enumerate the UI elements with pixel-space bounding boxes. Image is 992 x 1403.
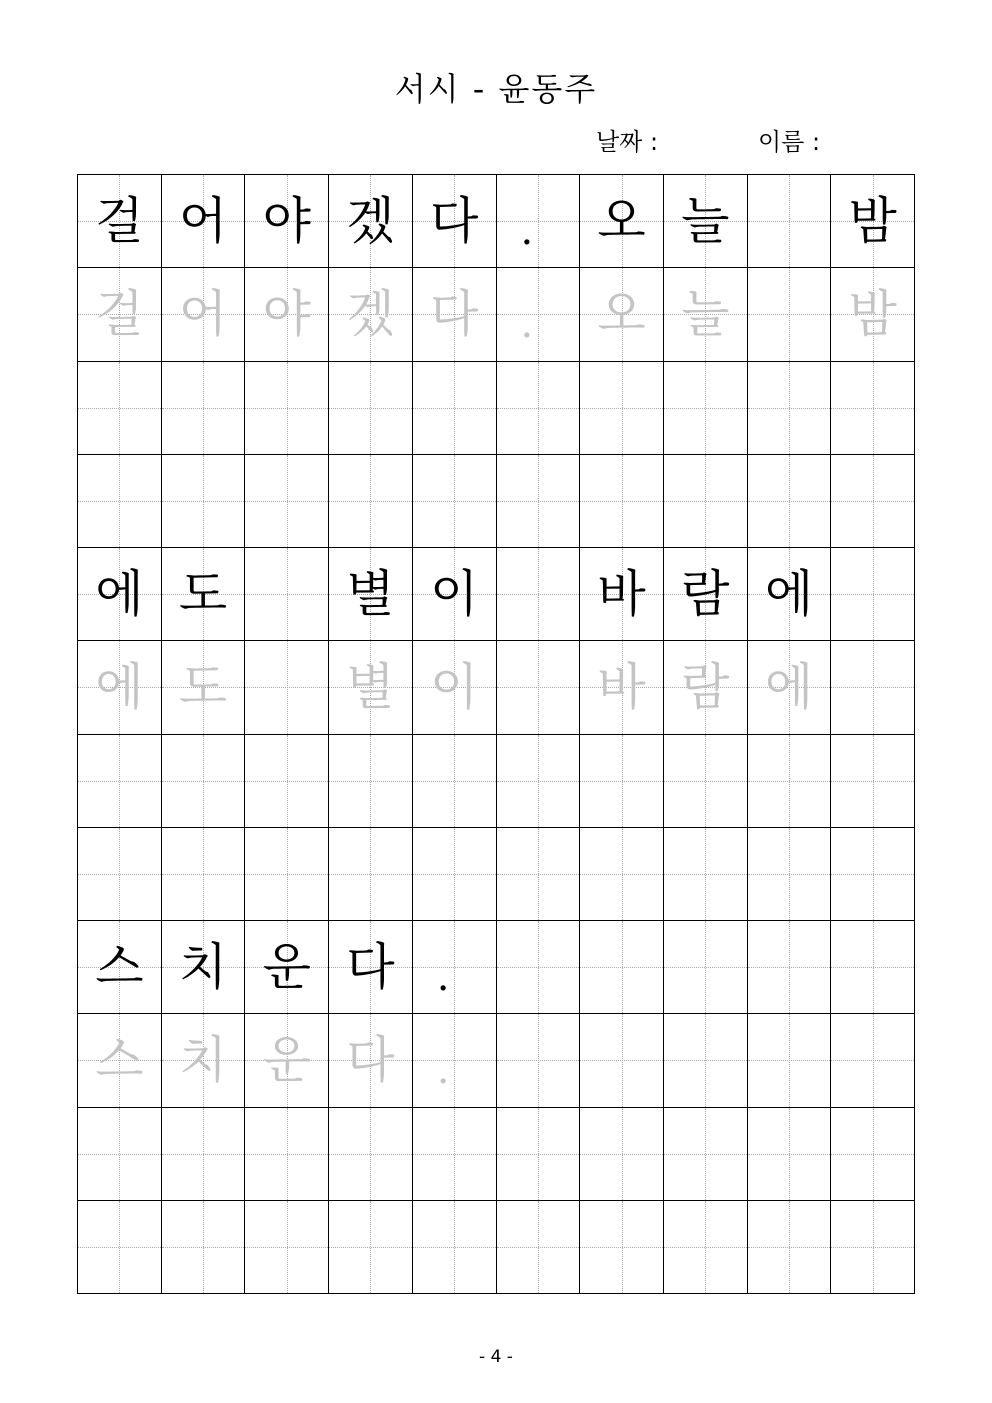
blank-cell <box>496 362 580 454</box>
model-cell <box>496 921 580 1013</box>
model-character: 치 <box>178 938 228 997</box>
blank-cell <box>496 455 580 547</box>
model-character: 도 <box>178 565 228 624</box>
grid-row-blank <box>78 827 914 920</box>
model-cell <box>579 548 663 640</box>
blank-cell <box>161 1201 245 1293</box>
blank-cell <box>830 735 914 827</box>
model-character: 걸 <box>95 192 144 251</box>
blank-cell <box>830 362 914 454</box>
blank-cell <box>328 735 412 827</box>
trace-character: 이 <box>430 658 479 717</box>
blank-cell <box>579 1108 663 1200</box>
trace-character: 어 <box>178 285 228 344</box>
blank-cell <box>412 735 496 827</box>
blank-cell <box>663 1201 747 1293</box>
trace-character: 운 <box>262 1031 311 1090</box>
blank-cell <box>496 1108 580 1200</box>
trace-cell <box>161 1014 245 1106</box>
blank-cell <box>328 362 412 454</box>
model-cell <box>244 175 328 267</box>
model-cell <box>496 548 580 640</box>
trace-character: 야 <box>262 285 311 344</box>
trace-cell <box>830 268 914 360</box>
model-cell <box>244 921 328 1013</box>
model-cell <box>161 548 245 640</box>
trace-character: 도 <box>178 658 228 717</box>
trace-character: 바 <box>597 658 646 717</box>
trace-character: 밤 <box>848 285 897 344</box>
page-title: 서시 - 윤동주 <box>394 70 598 108</box>
trace-character: 겠 <box>346 285 395 344</box>
trace-character: 치 <box>178 1031 228 1090</box>
model-cell <box>830 921 914 1013</box>
blank-cell <box>747 362 831 454</box>
blank-cell <box>579 455 663 547</box>
trace-character: 별 <box>346 658 395 717</box>
model-cell <box>830 548 914 640</box>
model-cell <box>328 548 412 640</box>
trace-cell <box>78 1014 161 1106</box>
model-cell <box>412 548 496 640</box>
blank-cell <box>412 828 496 920</box>
trace-cell <box>579 641 663 733</box>
writing-grid <box>77 174 915 1294</box>
trace-character: . <box>520 301 534 348</box>
blank-cell <box>496 1201 580 1293</box>
blank-cell <box>579 828 663 920</box>
trace-cell <box>830 641 914 733</box>
blank-cell <box>747 1201 831 1293</box>
blank-cell <box>496 735 580 827</box>
model-cell <box>78 175 161 267</box>
blank-cell <box>328 1201 412 1293</box>
blank-cell <box>161 1108 245 1200</box>
trace-cell <box>244 268 328 360</box>
trace-character: . <box>436 1047 450 1094</box>
blank-cell <box>328 455 412 547</box>
blank-cell <box>579 362 663 454</box>
trace-cell <box>496 641 580 733</box>
trace-cell <box>328 268 412 360</box>
blank-cell <box>747 735 831 827</box>
trace-cell <box>328 641 412 733</box>
trace-cell <box>244 1014 328 1106</box>
model-character: 운 <box>262 938 311 997</box>
model-cell <box>830 175 914 267</box>
trace-cell <box>412 641 496 733</box>
date-label: 날짜 : <box>596 128 659 156</box>
model-character: 이 <box>430 565 479 624</box>
trace-cell <box>78 268 161 360</box>
trace-cell <box>663 1014 747 1106</box>
trace-cell <box>579 1014 663 1106</box>
model-cell <box>747 548 831 640</box>
model-cell <box>579 175 663 267</box>
model-character: 다 <box>430 192 479 251</box>
grid-row-model <box>78 175 914 267</box>
model-cell <box>78 548 161 640</box>
trace-cell <box>747 641 831 733</box>
model-cell <box>412 921 496 1013</box>
grid-row-blank <box>78 734 914 827</box>
model-character: 어 <box>178 192 228 251</box>
trace-character: 늘 <box>681 285 730 344</box>
blank-cell <box>747 455 831 547</box>
model-character: 에 <box>95 565 144 624</box>
grid-row-blank <box>78 454 914 547</box>
model-character: 바 <box>597 565 646 624</box>
blank-cell <box>412 1201 496 1293</box>
model-cell <box>747 921 831 1013</box>
grid-row-model <box>78 920 914 1013</box>
blank-cell <box>412 362 496 454</box>
blank-cell <box>579 1201 663 1293</box>
blank-cell <box>830 1201 914 1293</box>
model-character: 겠 <box>346 192 395 251</box>
trace-cell <box>412 1014 496 1106</box>
model-character: 별 <box>346 565 395 624</box>
blank-cell <box>244 735 328 827</box>
trace-character: 스 <box>95 1031 144 1090</box>
blank-cell <box>496 828 580 920</box>
model-character: . <box>520 208 534 255</box>
grid-row-blank <box>78 361 914 454</box>
trace-character: 오 <box>597 285 646 344</box>
grid-row-trace <box>78 640 914 733</box>
trace-cell <box>663 641 747 733</box>
trace-cell <box>161 641 245 733</box>
model-cell <box>663 175 747 267</box>
blank-cell <box>78 1201 161 1293</box>
blank-cell <box>663 735 747 827</box>
trace-cell <box>496 268 580 360</box>
blank-cell <box>244 455 328 547</box>
model-cell <box>663 921 747 1013</box>
blank-cell <box>747 1108 831 1200</box>
blank-cell <box>161 455 245 547</box>
grid-row-trace <box>78 267 914 360</box>
name-label: 이름 : <box>758 128 821 156</box>
blank-cell <box>244 1201 328 1293</box>
page-number: - 4 - <box>479 1347 513 1367</box>
blank-cell <box>78 828 161 920</box>
trace-cell <box>663 268 747 360</box>
blank-cell <box>830 828 914 920</box>
trace-cell <box>161 268 245 360</box>
blank-cell <box>161 362 245 454</box>
blank-cell <box>412 455 496 547</box>
trace-cell <box>78 641 161 733</box>
blank-cell <box>161 735 245 827</box>
model-character: 다 <box>346 938 395 997</box>
trace-character: 에 <box>764 658 814 717</box>
trace-character: 다 <box>430 285 479 344</box>
model-character: . <box>436 954 450 1001</box>
blank-cell <box>412 1108 496 1200</box>
model-cell <box>496 175 580 267</box>
trace-character: 람 <box>681 658 730 717</box>
model-cell <box>412 175 496 267</box>
trace-character: 걸 <box>95 285 144 344</box>
trace-cell <box>328 1014 412 1106</box>
blank-cell <box>78 735 161 827</box>
blank-cell <box>663 1108 747 1200</box>
blank-cell <box>830 1108 914 1200</box>
model-cell <box>161 175 245 267</box>
trace-cell <box>496 1014 580 1106</box>
blank-cell <box>663 828 747 920</box>
blank-cell <box>244 362 328 454</box>
blank-cell <box>161 828 245 920</box>
model-character: 야 <box>262 192 311 251</box>
blank-cell <box>328 828 412 920</box>
model-character: 스 <box>95 938 144 997</box>
model-cell <box>244 548 328 640</box>
model-cell <box>328 921 412 1013</box>
model-character: 밤 <box>848 192 897 251</box>
trace-character: 에 <box>95 658 144 717</box>
blank-cell <box>830 455 914 547</box>
trace-cell <box>747 1014 831 1106</box>
model-cell <box>328 175 412 267</box>
grid-row-trace <box>78 1013 914 1106</box>
trace-cell <box>412 268 496 360</box>
blank-cell <box>579 735 663 827</box>
trace-cell <box>830 1014 914 1106</box>
grid-row-blank <box>78 1107 914 1200</box>
model-cell <box>579 921 663 1013</box>
blank-cell <box>328 1108 412 1200</box>
grid-row-blank <box>78 1200 914 1293</box>
blank-cell <box>747 828 831 920</box>
model-character: 람 <box>681 565 730 624</box>
model-cell <box>747 175 831 267</box>
blank-cell <box>78 1108 161 1200</box>
grid-row-model <box>78 547 914 640</box>
trace-cell <box>747 268 831 360</box>
blank-cell <box>78 455 161 547</box>
blank-cell <box>244 1108 328 1200</box>
blank-cell <box>663 455 747 547</box>
blank-cell <box>244 828 328 920</box>
trace-cell <box>244 641 328 733</box>
model-cell <box>161 921 245 1013</box>
blank-cell <box>663 362 747 454</box>
blank-cell <box>78 362 161 454</box>
model-character: 늘 <box>681 192 730 251</box>
model-cell <box>663 548 747 640</box>
trace-character: 다 <box>346 1031 395 1090</box>
model-character: 오 <box>597 192 646 251</box>
trace-cell <box>579 268 663 360</box>
model-character: 에 <box>764 565 814 624</box>
model-cell <box>78 921 161 1013</box>
